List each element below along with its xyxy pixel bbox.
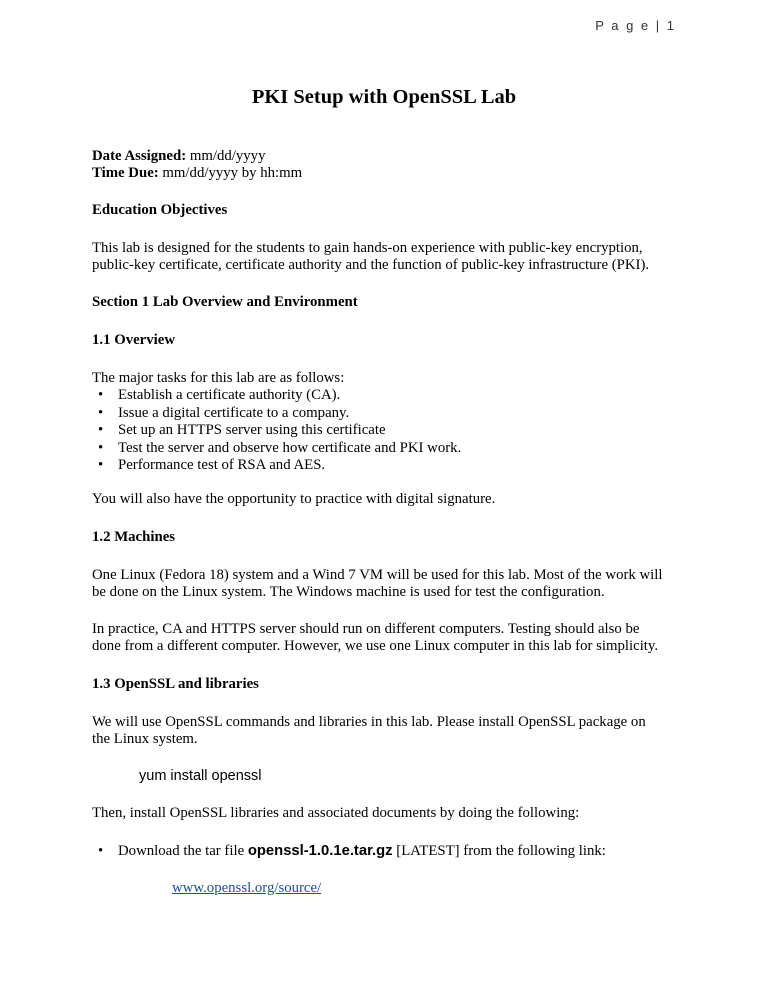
machines-p2-line2: done from a different computer. However, we use one Linux computer in this lab for simplicity. [92, 638, 659, 654]
list-item: • Test the server and observe how certificate and PKI work. [98, 439, 462, 456]
bullet-icon: • [98, 439, 104, 456]
machines-p2-line1: In practice, CA and HTTPS server should run on different computers. Testing should also be [92, 621, 640, 637]
bullet-icon: • [98, 457, 104, 474]
overview-note: You will also have the opportunity to practice with digital signature. [92, 491, 496, 507]
overview-heading: 1.1 Overview [92, 332, 176, 348]
section1-heading: Section 1 Lab Overview and Environment [92, 294, 358, 310]
task-list [92, 387, 692, 475]
openssl-p1-line1: We will use OpenSSL commands and libraries in this lab. Please install OpenSSL package on [92, 714, 646, 730]
list-item: • Set up an HTTPS server using this certificate [98, 422, 386, 439]
download-suffix: [LATEST] from the following link: [392, 843, 606, 859]
time-due-value: mm/dd/yyyy by hh:mm [158, 165, 303, 181]
objectives-heading: Education Objectives [92, 202, 228, 218]
time-due-line [92, 165, 692, 182]
date-assigned-value: mm/dd/yyyy [186, 148, 266, 164]
openssl-heading: 1.3 OpenSSL and libraries [92, 676, 259, 692]
objectives-body-line2: public-key certificate, certificate authority and the function of public-key infrastructure (PKI). [92, 257, 650, 273]
bullet-icon: • [98, 404, 104, 421]
download-filename: openssl-1.0.1e.tar.gz [247, 843, 393, 859]
page-number: P a g e | 1 [595, 18, 676, 33]
objectives-body-line1: This lab is designed for the students to gain hands-on experience with public-key encryption, [92, 240, 643, 256]
machines-p1-line2: be done on the Linux system. The Windows machine is used for test the configuration. [92, 584, 605, 600]
list-item: • Establish a certificate authority (CA). [98, 387, 341, 403]
list-item: • Performance test of RSA and AES. [98, 457, 326, 474]
install-command: yum install openssl [139, 768, 262, 784]
overview-intro: The major tasks for this lab are as follows: [92, 370, 345, 386]
openssl-p1-line2: the Linux system. [92, 731, 198, 747]
date-assigned-label: Date Assigned: [92, 148, 187, 164]
machines-heading: 1.2 Machines [92, 529, 176, 545]
download-item [92, 843, 692, 861]
bullet-icon: • [98, 843, 104, 859]
list-item: • Issue a digital certificate to a company. [98, 404, 350, 421]
bullet-icon: • [98, 387, 104, 403]
list-item [92, 843, 692, 861]
openssl-p2: Then, install OpenSSL libraries and associated documents by doing the following: [92, 805, 580, 821]
time-due-label: Time Due: [92, 165, 159, 181]
openssl-source-link[interactable]: www.openssl.org/source/ [172, 880, 322, 896]
bullet-icon: • [98, 422, 104, 439]
date-assigned-line [92, 148, 692, 165]
machines-p1-line1: One Linux (Fedora 18) system and a Wind 7 VM will be used for this lab. Most of the work will [92, 567, 663, 583]
document-title: PKI Setup with OpenSSL Lab [251, 86, 517, 108]
download-prefix: Download the tar file [118, 843, 248, 859]
